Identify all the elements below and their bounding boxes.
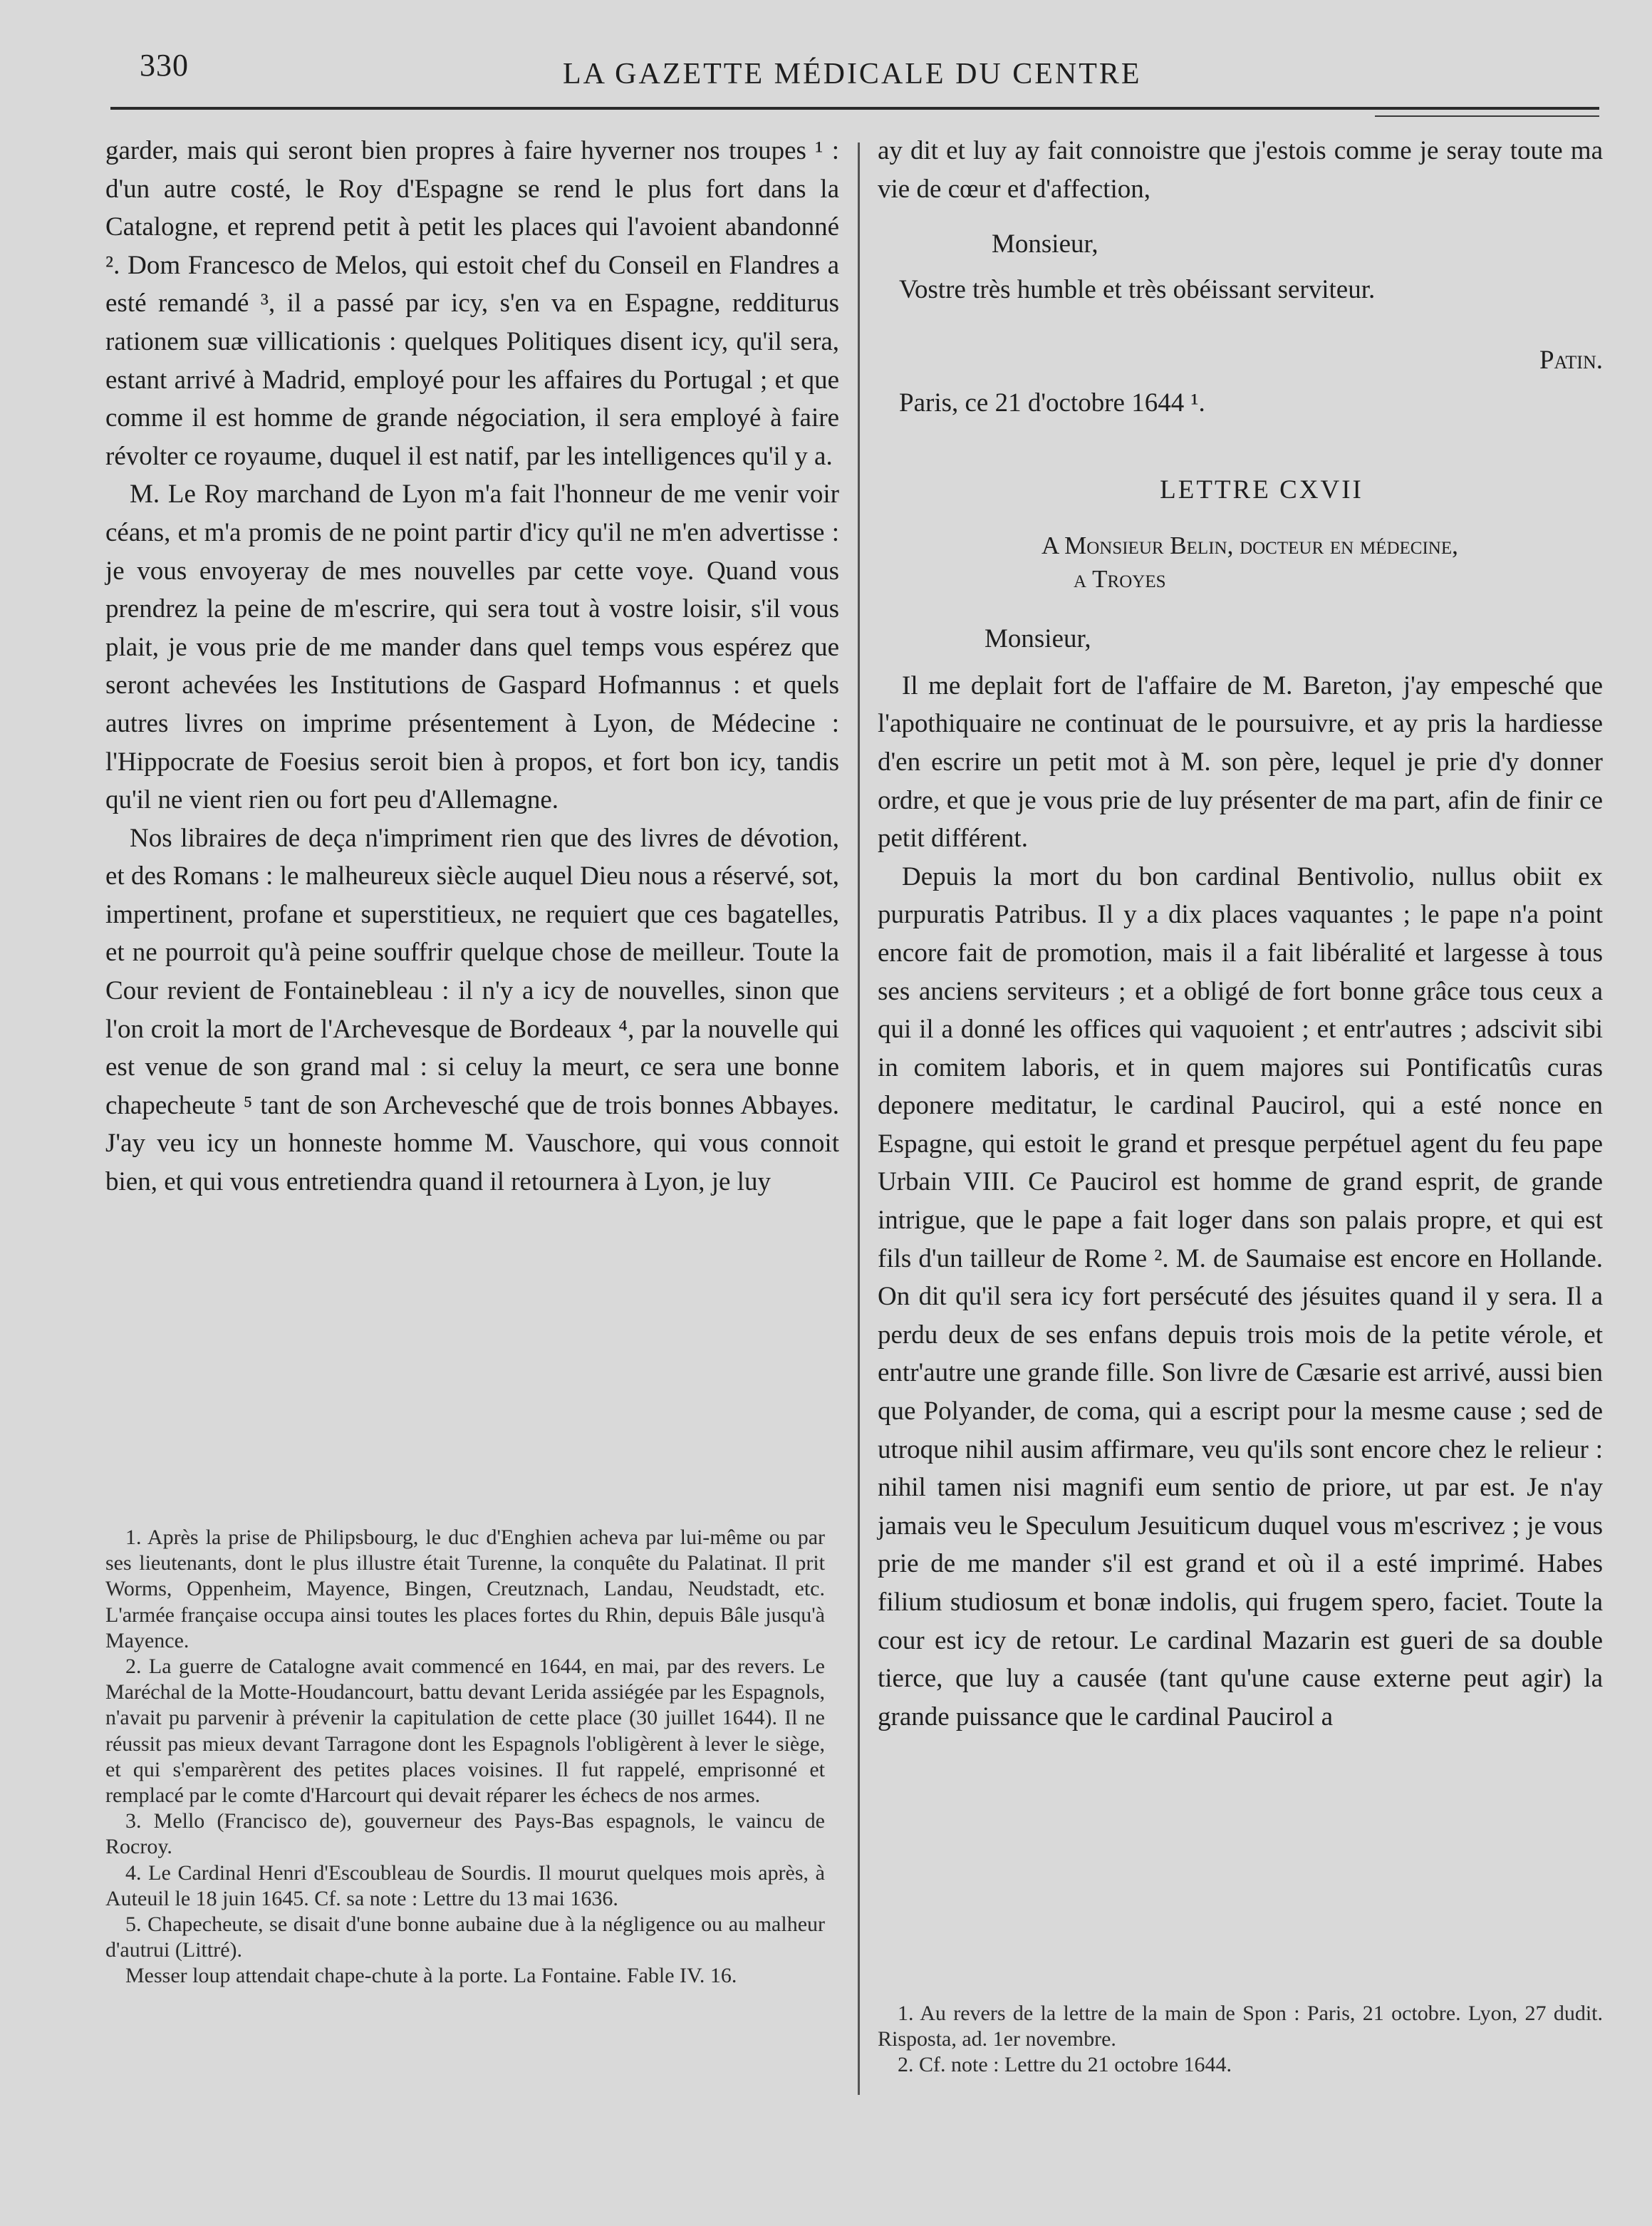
- left-footnotes: [105, 1525, 825, 1989]
- right-footnote-2: 2. Cf. note : Lettre du 21 octobre 1644.: [898, 2053, 1232, 2077]
- footnote-4: 4. Le Cardinal Henri d'Escoubleau de Sourdis. Il mourut quelques mois après, à Auteuil le 18 juin 1645. Cf. sa note : Lettre du 13 mai 1636.: [105, 1860, 825, 1910]
- right-footnotes: [878, 2001, 1603, 2079]
- right-paragraph-3: Depuis la mort du bon cardinal Bentivolio, nullus obiit ex purpuratis Patribus. Il y a dix places vaquantes ; le pape n'a point encore fait de promotion, mais il a fait libéralité et largesse à tous ses anciens serviteurs ; et a obligé de fort bonne grâce tous ceux a qui il a donné les offices qui vaquoient ; et entr'autres ; adscivit sibi in comitem laboris, et in quem majores sui Pontificatûs curas deponere meditatur, le cardinal Paucirol, qui a esté nonce en Espagne, qui estoit le grand et presque perpétuel agent du feu pape Urbain VIII. Ce Paucirol est homme de grand esprit, de grande intrigue, que le pape a fait loger dans son palais propre, et qui est fils d'un tailleur de Rome ². M. de Saumaise est encore en Hollande. On dit qu'il sera icy fort persécuté des jésuites quand il y sera. Il a perdu deux de ses enfans depuis trois mois de la petite vérole, et entr'autre une grande fille. Son livre de Cæsarie est arrivé, aussi bien que Polyander, de coma, qui a escript pour la mesme cause ; sed de utroque nihil ausim affirmare, veu qu'ils sont encore chez le relieur : nihil tamen nisi magnifi eum sentio de priore, ut par est. Je n'ay jamais veu le Speculum Jesuiticum duquel vous m'escrivez ; je vous prie de me mander s'il est grand et où il a esté imprimé. Habes filium studiosum et bonæ indolis, qui frugem spero, faciet. Toute la cour est icy de retour. Le cardinal Mazarin est gueri de sa double tierce, que luy a causée (tant qu'une cause externe peut agir) la grande puissance que le cardinal Paucirol a: [878, 861, 1603, 1731]
- left-paragraph-1: garder, mais qui seront bien propres à faire hyverner nos troupes ¹ : d'un autre costé, le Roy d'Espagne se rend le plus fort dans la Catalogne, et reprend petit à petit les places qui l'avoient abandonné ². Dom Francesco de Melos, qui estoit chef du Conseil en Flandres a esté remandé ³, il a passé par icy, s'en va en Espagne, redditurus rationem suæ villicationis : quelques Politiques disent icy, qu'il sera, estant arrivé à Madrid, employé pour les affaires du Portugal ; et que comme il est homme de grande négociation, il sera employé à faire révolter ce royaume, duquel il est natif, par les intelligences qu'il y a.: [105, 136, 839, 471]
- right-paragraph-2: Il me deplait fort de l'affaire de M. Bareton, j'ay empesché que l'apothiquaire ne continuat de le poursuivre, et ay pris la hardiesse d'en escrire un petit mot à M. son père, lequel je prie d'y donner ordre, et que je vous prie de luy présenter de ma part, afin de finir ce petit différent.: [878, 671, 1603, 854]
- footnote-5-quote: Messer loup attendait chape-chute à la porte. La Fontaine. Fable IV. 16.: [125, 1964, 737, 1988]
- running-title: LA GAZETTE MÉDICALE DU CENTRE: [563, 58, 1142, 90]
- dateline: Paris, ce 21 d'octobre 1644 ¹.: [899, 388, 1205, 418]
- footnote-5: 5. Chapecheute, se disait d'une bonne aubaine due à la négligence ou au malheur d'autrui (Littré).: [105, 1912, 825, 1962]
- right-column: [878, 132, 1603, 1736]
- left-column: [105, 132, 839, 1201]
- recipient-line-1: A Monsieur Belin, docteur en médecine,: [1041, 532, 1458, 560]
- salutation: Monsieur,: [992, 229, 1098, 259]
- right-paragraph-1: ay dit et luy ay fait connoistre que j'estois comme je seray toute ma vie de cœur et d'affection,: [878, 136, 1603, 204]
- footnote-3: 3. Mello (Francisco de), gouverneur des Pays-Bas espagnols, le vaincu de Rocroy.: [105, 1809, 825, 1859]
- header-rule-secondary: [1375, 115, 1599, 117]
- footnote-2: 2. La guerre de Catalogne avait commencé en 1644, en mai, par des revers. Le Maréchal de la Motte-Houdancourt, battu devant Lerida assiégée par les Espagnols, n'avait pu parvenir à prévenir la capitulation de cette place (30 juillet 1644). Il ne réussit pas mieux devant Tarragone dont les Espagnols l'obligèrent à lever le siège, et qui s'emparèrent des petites places voisines. Il fut rappelé, emprisonné et remplacé par le comte d'Harcourt qui devait réparer les échecs de nos armes.: [105, 1655, 825, 1808]
- left-paragraph-3: Nos libraires de deça n'impriment rien que des livres de dévotion, et des Romans : le malheureux siècle auquel Dieu nous a réservé, sot, impertinent, profane et superstitieux, ne requiert que ces bagatelles, et ne pourroit qu'à peine souffrir quelque chose de meilleur. Toute la Cour revient de Fontainebleau : il n'y a icy de nouvelles, sinon que l'on croit la mort de l'Archevesque de Bordeaux ⁴, par la nouvelle qui est venue de son grand mal : si celuy la meurt, ce sera une bonne chapecheute ⁵ tant de son Archevesché que de trois bonnes Abbayes. J'ay veu icy un honneste homme M. Vauschore, qui vous connoit bien, et qui vous entretiendra quand il retournera à Lyon, je luy: [105, 823, 839, 1197]
- signature: Patin.: [1539, 346, 1603, 376]
- page-number: 330: [140, 48, 189, 83]
- footnote-1: 1. Après la prise de Philipsbourg, le duc d'Enghien acheva par lui-même ou par ses lieutenants, dont le plus illustre était Turenne, la conquête du Palatinat. Il prit Worms, Oppenheim, Mayence, Bingen, Creutznach, Landau, Neudstadt, etc. L'armée française occupa ainsi toutes les places fortes du Rhin, depuis Bâle jusqu'à Mayence.: [105, 1526, 825, 1652]
- recipient-line-2: a Troyes: [1074, 565, 1166, 594]
- header-rule: [110, 107, 1599, 110]
- closing-formula: Vostre très humble et très obéissant serviteur.: [899, 274, 1376, 304]
- left-paragraph-2: M. Le Roy marchand de Lyon m'a fait l'honneur de me venir voir céans, et m'a promis de ne point partir d'icy qu'il ne m'en advertisse : je vous envoyeray de mes nouvelles par cette voye. Quand vous prendrez la peine de m'escrire, qui sera tout à vostre loisir, s'il vous plait, je vous prie de me mander dans quel temps vous espérez que seront achevées les Institutions de Gaspard Hofmannus : et quels autres livres on imprime présentement à Lyon, de Médecine : l'Hippocrate de Foesius seroit bien à propos, et fort bon icy, tandis qu'il ne vient rien ou fort peu d'Allemagne.: [105, 480, 839, 815]
- column-divider: [858, 143, 860, 2095]
- letter-title: LETTRE CXVII: [1160, 475, 1363, 504]
- right-footnote-1: 1. Au revers de la lettre de la main de Spon : Paris, 21 octobre. Lyon, 27 dudit. Risposta, ad. 1er novembre.: [878, 2002, 1603, 2051]
- greeting: Monsieur,: [985, 624, 1091, 654]
